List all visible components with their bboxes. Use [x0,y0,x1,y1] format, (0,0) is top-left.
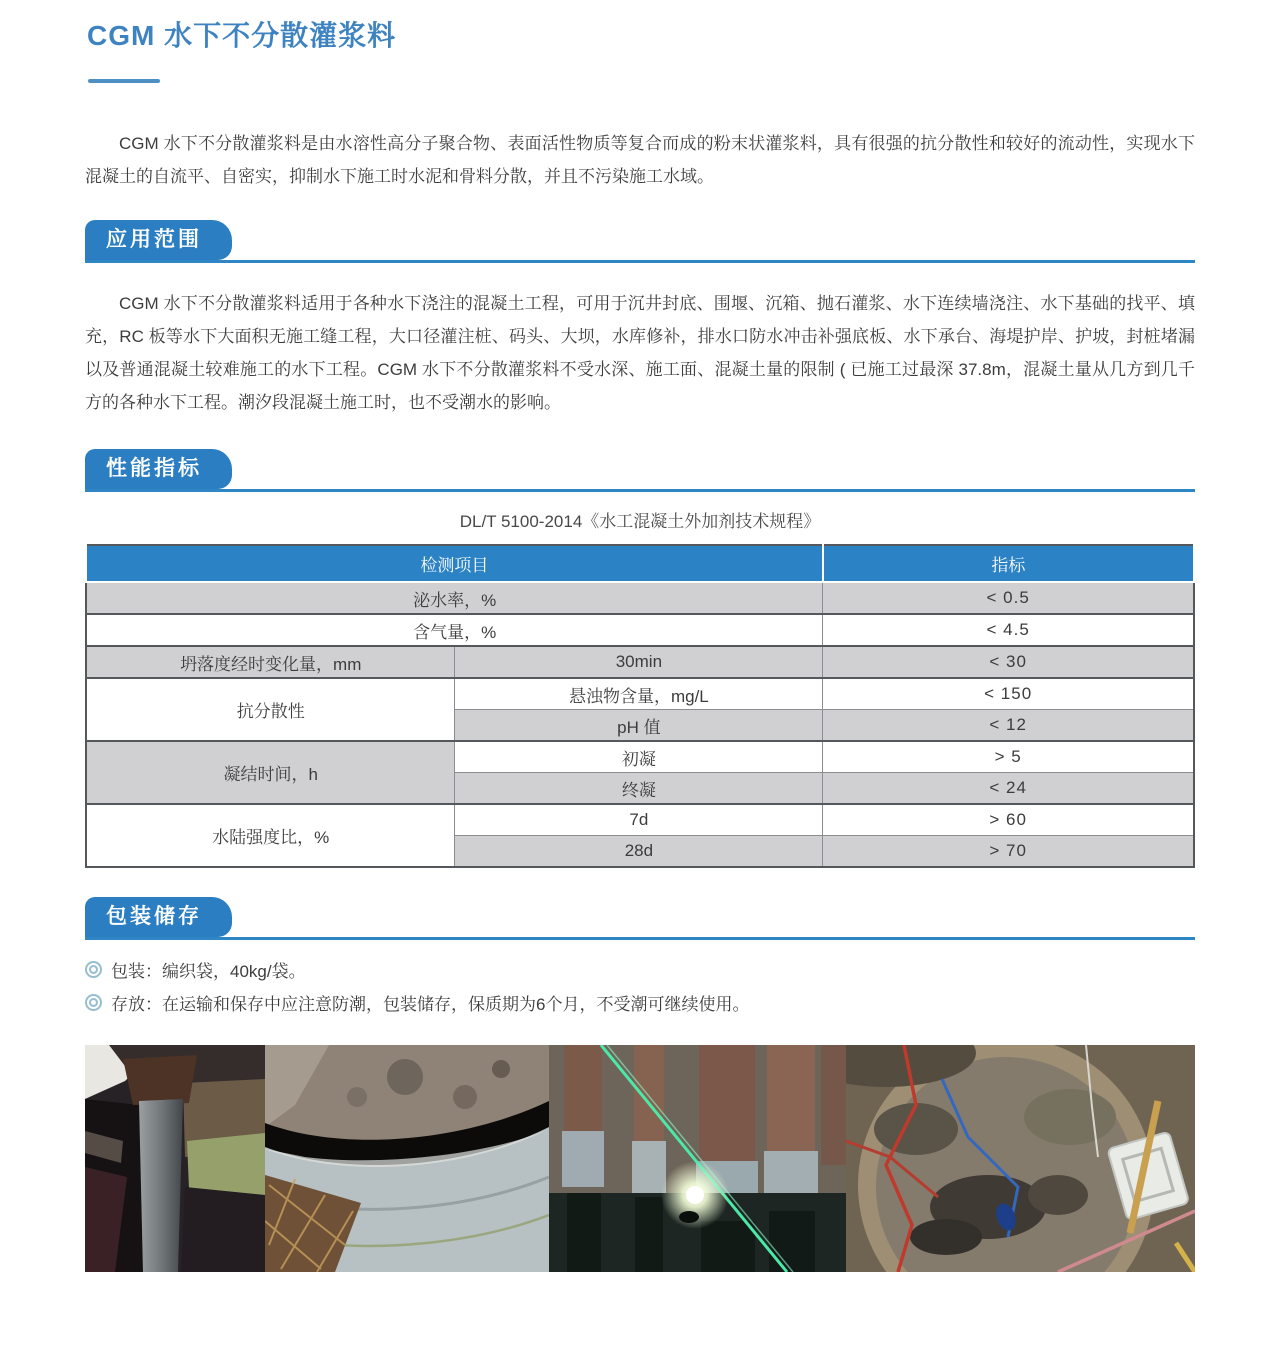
row-sub-cell: 28d [455,836,823,868]
column-header-item: 检测项目 [86,545,823,582]
ring-bullet-icon [85,994,102,1011]
pile-under-structure-photo [85,1045,265,1272]
section-badge: 应用范围 [85,220,232,260]
performance-table [85,544,1195,868]
row-group-label-cell: 凝结时间，h [86,741,455,804]
table-header-row [86,545,1194,582]
row-sub-cell: 悬浊物含量，mg/L [455,678,823,710]
row-value-cell: < 12 [823,710,1194,742]
section-header-packaging [85,897,1195,940]
underwater-piers-laser-photo [549,1045,846,1272]
row-sub-cell: 初凝 [455,741,823,773]
row-sub-cell: 7d [455,804,823,836]
section-header-application [85,220,1195,263]
packaging-bullets [85,953,1195,1019]
bullet-text: 包装：编织袋，40kg/袋。 [111,962,306,981]
intro-paragraph: CGM 水下不分散灌浆料是由水溶性高分子聚合物、表面活性物质等复合而成的粉末状灌浆料，具有很强的抗分散性和较好的流动性，实现水下混凝土的自流平、自密实，抑制水下施工时水泥和骨料分散，并且不污染施工水域。 [85,134,1195,186]
row-group-label-cell: 水陆强度比，% [86,804,455,867]
row-sub-cell: 30min [455,646,823,678]
row-group-label-cell: 抗分散性 [86,678,455,741]
row-label-cell: 坍落度经时变化量，mm [86,646,455,678]
table-row [86,678,1194,710]
row-sub-cell: 终凝 [455,773,823,805]
bullet-text: 存放：在运输和保存中应注意防潮，包装储存，保质期为6个月，不受潮可继续使用。 [111,995,750,1014]
section-badge: 包装储存 [85,897,232,937]
row-value-cell: < 24 [823,773,1194,805]
page-title: CGM 水下不分散灌浆料 [87,20,397,51]
standard-reference: DL/T 5100-2014《水工混凝土外加剂技术规程》 [459,512,821,531]
project-photo-strip [85,1045,1195,1272]
muddy-caisson-excavation-photo [846,1045,1195,1272]
table-row [86,741,1194,773]
row-label-cell: 含气量，% [86,614,823,646]
table-row [86,646,1194,678]
column-header-index: 指标 [823,545,1194,582]
title-underline [88,79,160,83]
document-page [85,14,1195,1272]
table-row [86,614,1194,646]
row-value-cell: < 0.5 [823,582,1194,614]
application-paragraph: CGM 水下不分散灌浆料适用于各种水下浇注的混凝土工程，可用于沉井封底、围堰、沉箱、抛石灌浆、水下连续墙浇注、水下基础的找平、填充，RC 板等水下大面积无施工缝工程，大口径灌注桩、码头、大坝，水库修补，排水口防水冲击补强底板、水下承台、海堤护岸、护坡，封桩堵漏以及普通混凝土较难施工的水下工程。CGM 水下不分散灌浆料不受水深、施工面、混凝土量的限制 ( 已施工过最深 37.8m，混凝土量从几方到几千方的各种水下工程。潮汐段混凝土施工时，也不受潮水的影响。 [85,294,1195,412]
row-value-cell: < 150 [823,678,1194,710]
row-value-cell: < 4.5 [823,614,1194,646]
row-value-cell: > 70 [823,836,1194,868]
concrete-pile-collar-repair-photo [265,1045,549,1272]
row-label-cell: 泌水率，% [86,582,823,614]
list-item [85,953,1195,986]
list-item [85,986,1195,1019]
row-value-cell: < 30 [823,646,1194,678]
ring-bullet-icon [85,961,102,978]
table-row [86,804,1194,836]
table-row [86,582,1194,614]
section-header-performance [85,449,1195,492]
row-value-cell: > 60 [823,804,1194,836]
row-sub-cell: pH 值 [455,710,823,742]
section-badge: 性能指标 [85,449,232,489]
row-value-cell: > 5 [823,741,1194,773]
